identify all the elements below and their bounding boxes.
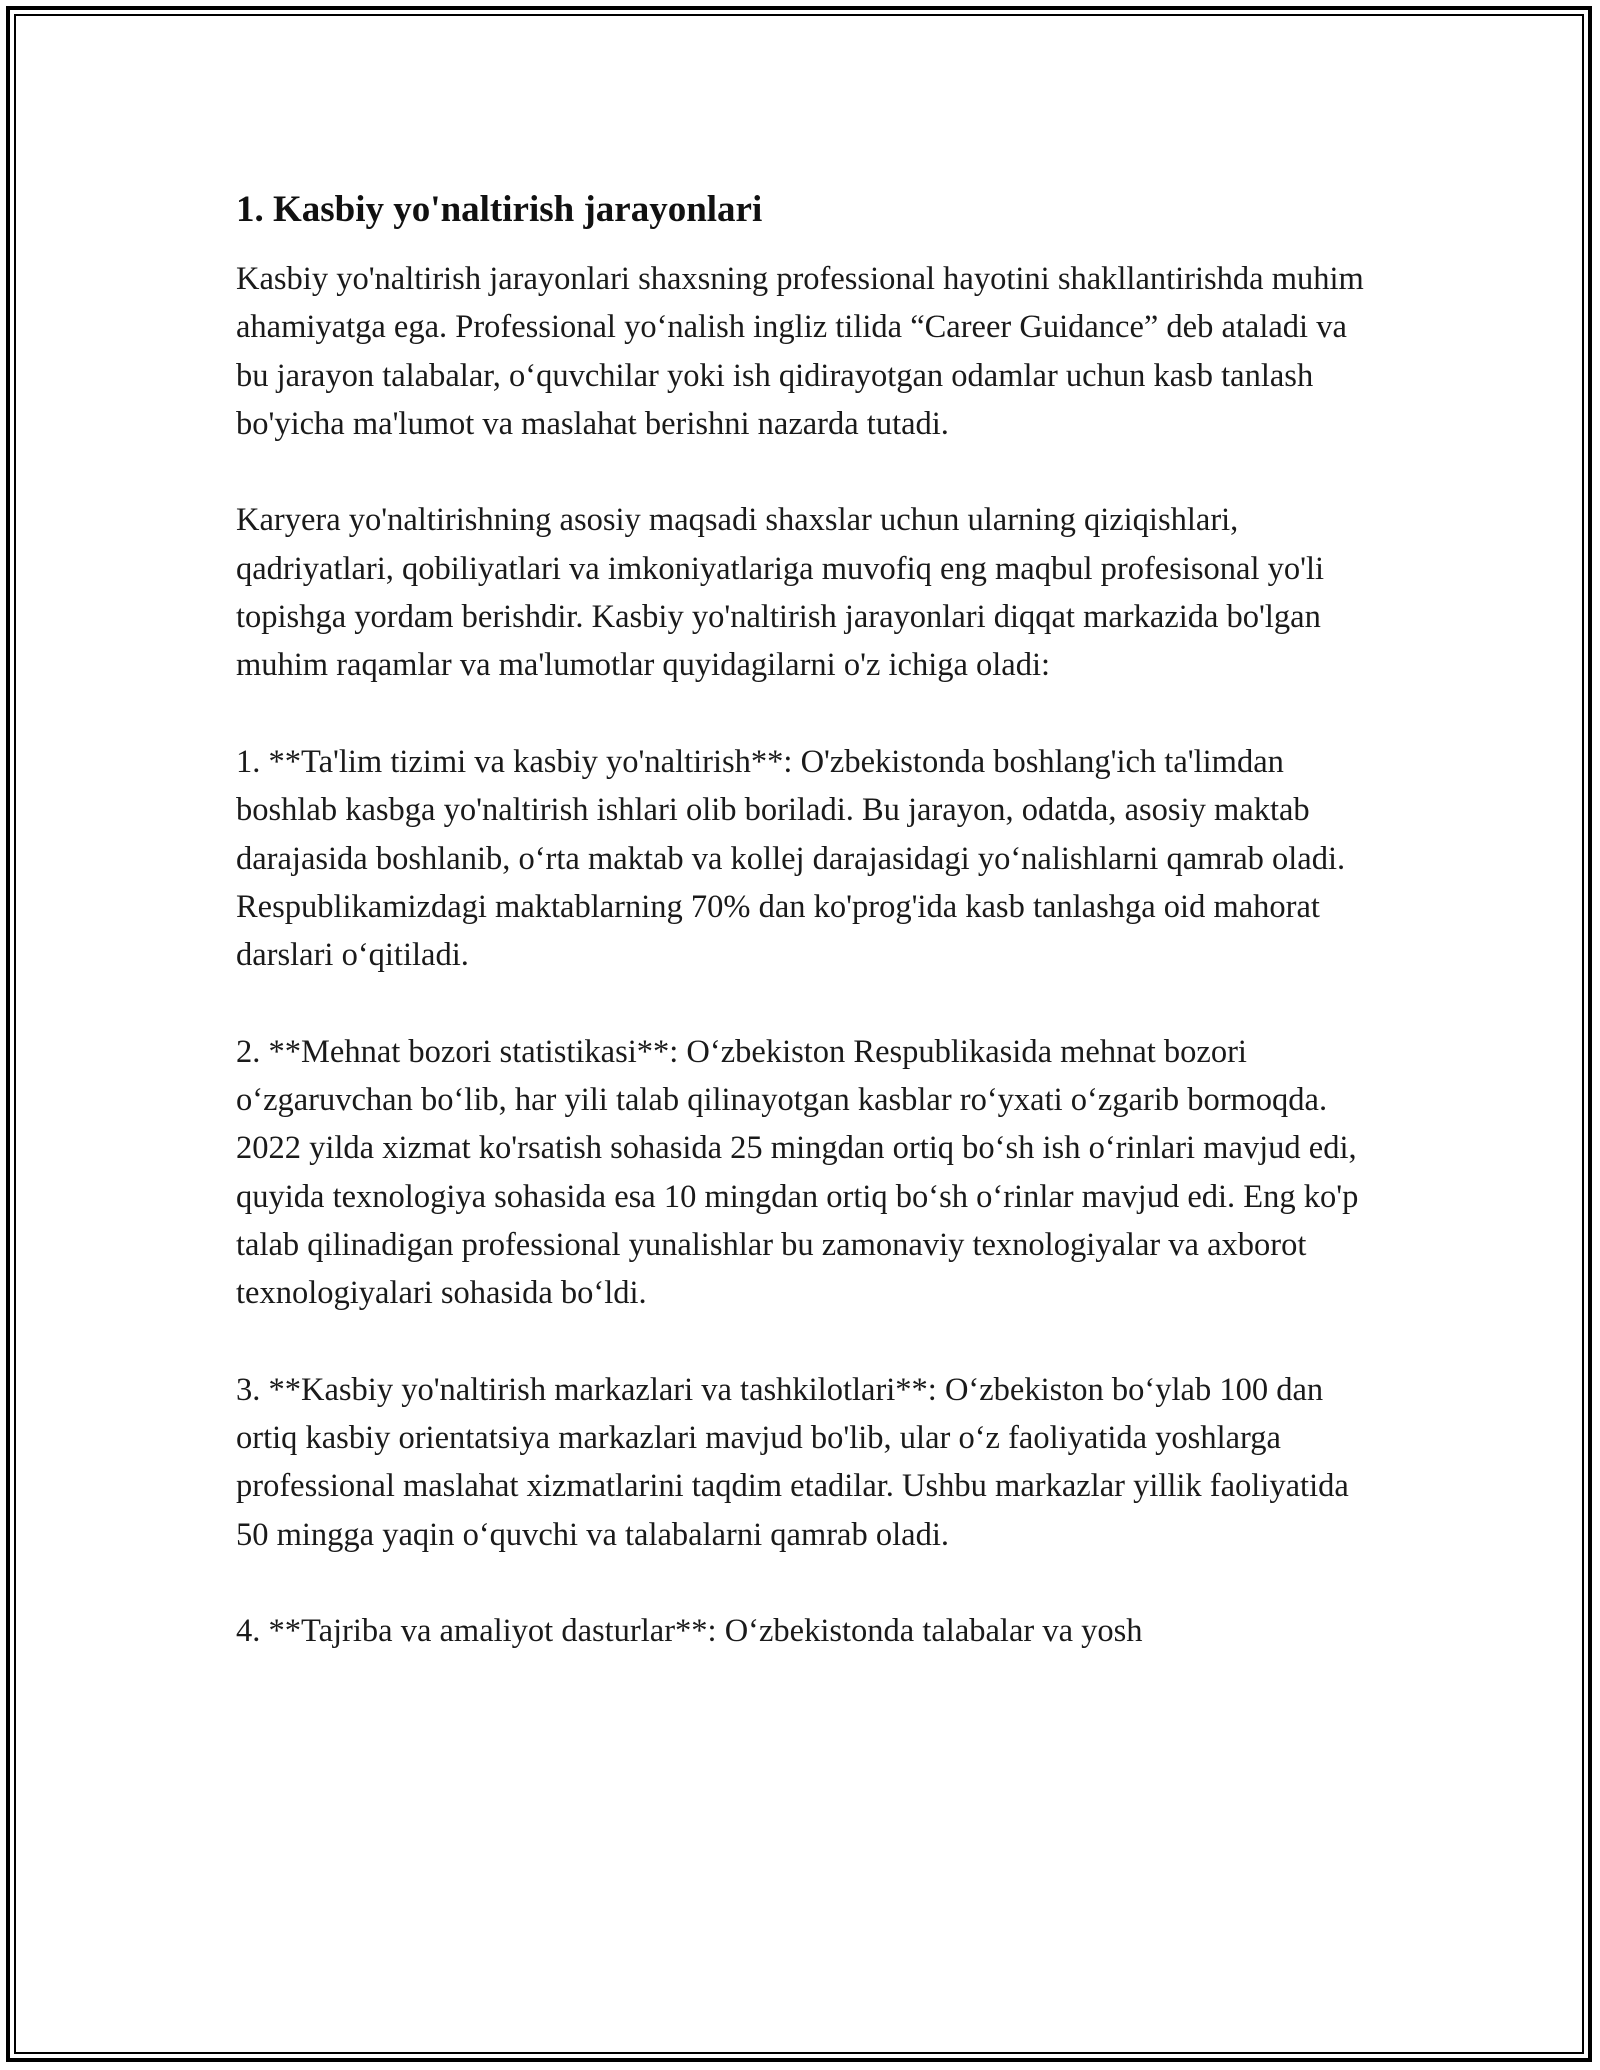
paragraph-career-goal: Karyera yo'naltirishning asosiy maqsadi shaxslar uchun ularning qiziqishlari, qadriyatlari, qobiliyatlari va imkoniyatlariga muvofiq eng maqbul profesisonal yo'li topishga yordam berishdir. Kasbiy yo'naltirish jarayonlari diqqat markazida bo'lgan muhim raqamlar va ma'lumotlar quyidagilarni o'z ichiga oladi: xyxy=(236,502,1325,684)
list-item-internships: 4. **Tajriba va amaliyot dasturlar**: O‘zbekistonda talabalar va yosh xyxy=(236,1613,1143,1650)
list-item-labor-market: 2. **Mehnat bozori statistikasi**: O‘zbekiston Respublikasida mehnat bozori o‘zgaruvchan bo‘lib, har yili talab qilinayotgan kasblar ro‘yxati o‘zgarib bormoqda. 2022 yilda xizmat ko'rsatish sohasida 25 mingdan ortiq bo‘sh ish o‘rinlari mavjud edi, quyida texnologiya sohasida esa 10 mingdan ortiq bo‘sh o‘rinlar mavjud edi. Eng ko'p talab qilinadigan professional yunalishlar bu zamonaviy texnologiyalar va axborot texnologiyalari sohasida bo‘ldi. xyxy=(236,1033,1359,1312)
section-heading: 1. Kasbiy yo'naltirish jarayonlari xyxy=(236,189,763,230)
list-item-education: 1. **Ta'lim tizimi va kasbiy yo'naltirish**: O'zbekistonda boshlang'ich ta'limdan boshlab kasbga yo'naltirish ishlari olib boriladi. Bu jarayon, odatda, asosiy maktab darajasida boshlanib, o‘rta maktab va kollej darajasidagi yo‘nalishlarni qamrab oladi. Respublikamizdagi maktablarning 70% dan ko'prog'ida kasb tanlashga oid mahorat darslari o‘qitiladi. xyxy=(236,743,1346,974)
paragraph-intro: Kasbiy yo'naltirish jarayonlari shaxsning professional hayotini shakllantirishda muhim ahamiyatga ega. Professional yo‘nalish ingliz tilida “Career Guidance” deb ataladi va bu jarayon talabalar, o‘quvchilar yoki ish qidirayotgan odamlar uchun kasb tanlash bo'yicha ma'lumot va maslahat berishni nazarda tutadi. xyxy=(236,261,1364,442)
list-item-centers: 3. **Kasbiy yo'naltirish markazlari va tashkilotlari**: O‘zbekiston bo‘ylab 100 dan ortiq kasbiy orientatsiya markazlari mavjud bo'lib, ular o‘z faoliyatida yoshlarga professional maslahat xizmatlarini taqdim etadilar. Ushbu markazlar yillik faoliyatida 50 mingga yaqin o‘quvchi va talabalarni qamrab oladi. xyxy=(236,1371,1349,1553)
document-body xyxy=(236,186,1386,1656)
